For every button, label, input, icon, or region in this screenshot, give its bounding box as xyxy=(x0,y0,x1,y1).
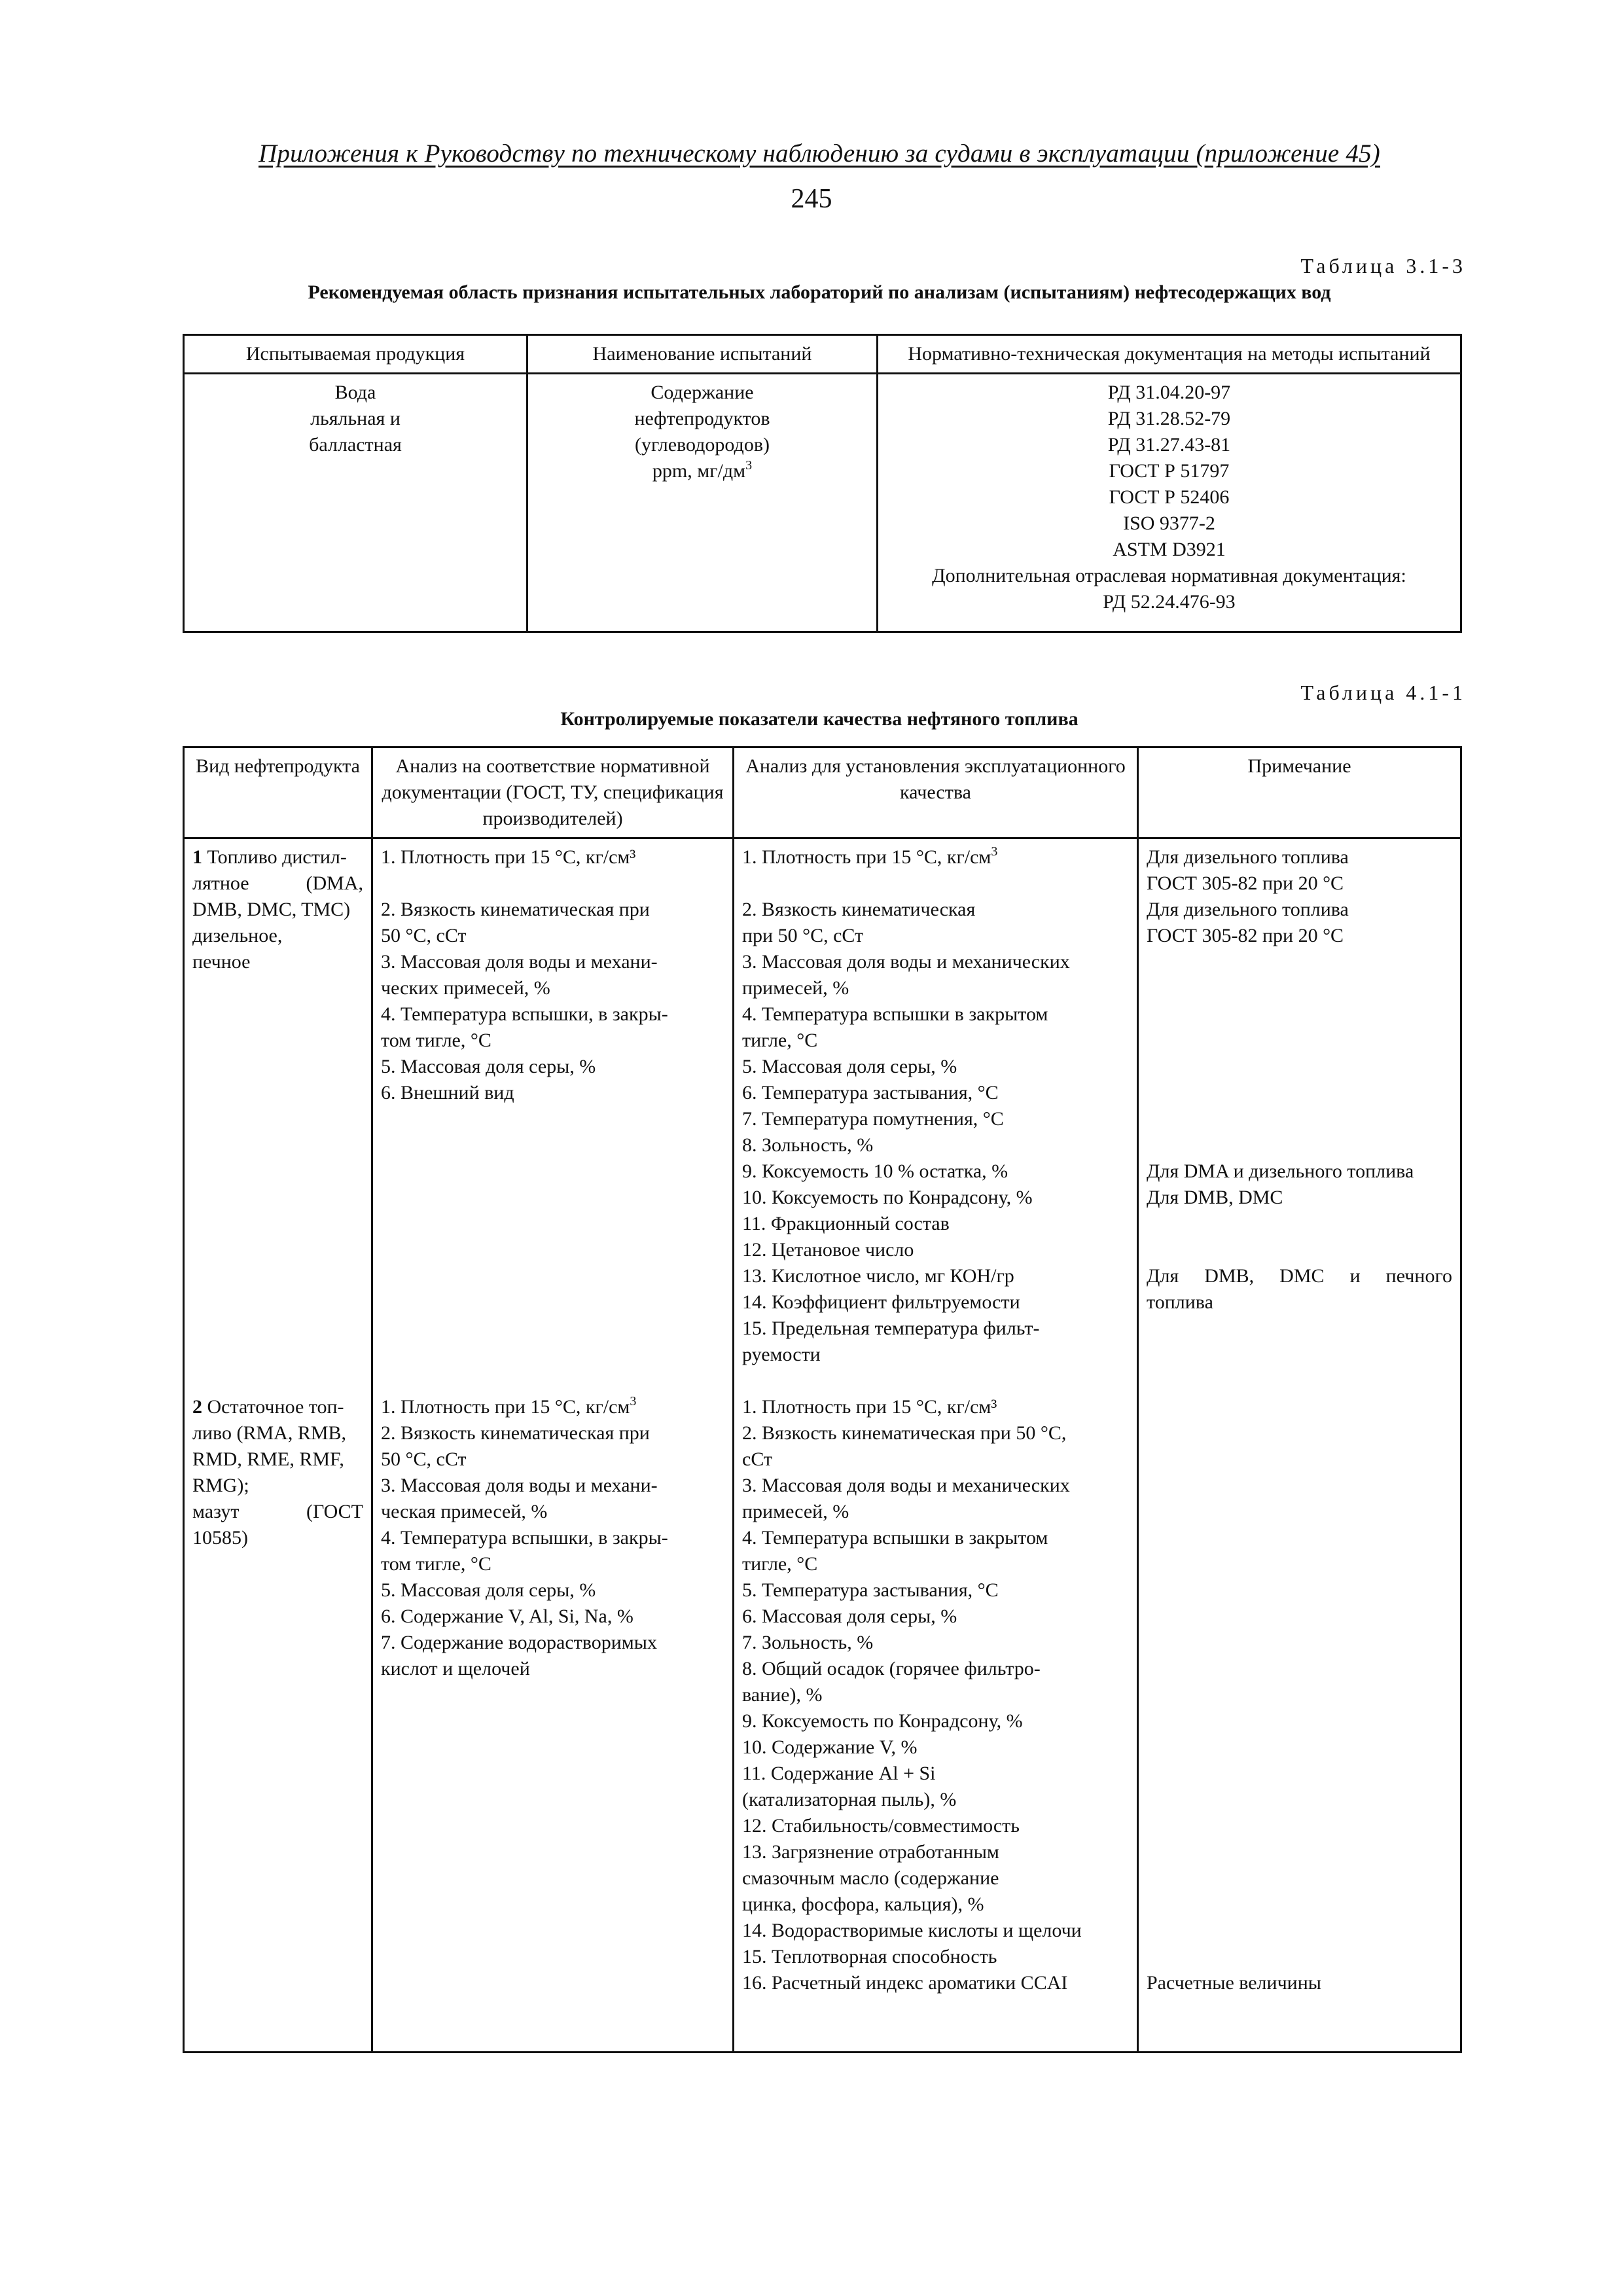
cell-line: РД 31.04.20-97 xyxy=(1107,382,1231,403)
cell-line: 1. Плотность при 15 °С, $кг/см^3$ xyxy=(381,1394,637,1418)
cell-line: РД 31.27.43-81 xyxy=(1107,434,1231,456)
cell-line: топлива xyxy=(1147,1291,1213,1313)
distillate-conformity xyxy=(381,844,724,1394)
cell-line: 14. Водорастворимые кислоты и щелочи xyxy=(742,1920,1082,1941)
table-4-caption: Контролируемые показатели качества нефтяного топлива xyxy=(560,708,1079,730)
residual-product xyxy=(192,1394,363,1551)
cell-line: 2. Вязкость кинематическая xyxy=(742,899,976,920)
cell-line: ГОСТ 305-82 при 20 °С xyxy=(1147,925,1344,946)
cell-line: 3. Массовая доля воды и механи- xyxy=(381,1475,658,1496)
cell-line: тигле, °С xyxy=(742,1030,818,1051)
cell-line: примесей, % xyxy=(742,977,849,999)
cell-line: 15. Теплотворная способность xyxy=(742,1946,997,1967)
cell-line: 5. Массовая доля серы, % xyxy=(381,1056,596,1077)
cell-line: 3. Массовая доля воды и механических xyxy=(742,1475,1070,1496)
header-cell: Примечание xyxy=(1138,747,1461,838)
cell-line: ISO 9377-2 xyxy=(1123,512,1215,534)
cell-line: 9. Коксуемость 10 % остатка, % xyxy=(742,1160,1008,1182)
cell-line: РД 31.28.52-79 xyxy=(1107,408,1231,429)
header-cell: Испытываемая продукция xyxy=(184,335,527,374)
cell-line: 1. Плотность при 15 °С, кг/см³ xyxy=(742,1396,997,1418)
conformity-cell xyxy=(372,838,734,2053)
page-number: 245 xyxy=(791,184,832,214)
cell-line: 10585) xyxy=(192,1527,248,1549)
cell-line: цинка, фосфора, кальция), % xyxy=(742,1893,984,1915)
table-header-row xyxy=(184,747,1461,838)
table-3-caption: Рекомендуемая область признания испытательных лабораторий по анализам (испытаниям) нефтесодержащих вод xyxy=(308,281,1331,303)
table-row xyxy=(184,838,1461,2053)
cell-line: ppm, $мг/дм^3$ xyxy=(652,458,753,482)
cell-line: ГОСТ 305-82 при 20 °С xyxy=(1147,872,1344,894)
cell-line: Для DMA и дизельного топлива xyxy=(1147,1160,1414,1182)
cell-line: (углеводородов) xyxy=(635,434,770,456)
cell-line: дизельное, xyxy=(192,925,283,946)
lab-recognition-table xyxy=(183,334,1462,633)
cell-line: 15. Предельная температура фильт- xyxy=(742,1318,1040,1339)
table-header-row xyxy=(184,335,1461,374)
cell-line: 12. Цетановое число xyxy=(742,1239,914,1261)
cell-line: лятное (DMA, xyxy=(192,872,363,894)
product-cell xyxy=(184,838,372,2053)
cell-line: 6. Внешний вид xyxy=(381,1082,514,1103)
cell-line: 3. Массовая доля воды и механи- xyxy=(381,951,658,973)
cell-line: 8. Зольность, % xyxy=(742,1134,874,1156)
cell-line: Для дизельного топлива xyxy=(1147,899,1349,920)
cell-line: балластная xyxy=(309,434,402,456)
cell-line: 8. Общий осадок (горячее фильтро- xyxy=(742,1658,1041,1679)
fuel-quality-table xyxy=(183,746,1462,2053)
cell-line: 6. Температура застывания, °С xyxy=(742,1082,999,1103)
cell-line: ГОСТ Р 52406 xyxy=(1109,486,1230,508)
cell-line: 1. Плотность при 15 °С, кг/см³ xyxy=(381,846,636,868)
cell-line: 7. Температура помутнения, °С xyxy=(742,1108,1004,1130)
cell-line: 7. Зольность, % xyxy=(742,1632,874,1653)
operational-cell xyxy=(734,838,1138,2053)
cell-line: Для DMB, DMC и печного xyxy=(1147,1265,1452,1287)
cell-line: 11. Содержание Al + Si xyxy=(742,1763,936,1784)
header-cell: Анализ для установления эксплуатационного качества xyxy=(734,747,1138,838)
docs-cell xyxy=(878,374,1461,632)
cell-line: Содержание xyxy=(651,382,754,403)
cell-line: 11. Фракционный состав xyxy=(742,1213,950,1234)
cell-line: ческих примесей, % xyxy=(381,977,550,999)
cell-line: мазут (ГОСТ xyxy=(192,1501,363,1522)
cell-line: 1 Топливо дистил- xyxy=(192,846,347,868)
cell-line: 2. Вязкость кинематическая при 50 °С, xyxy=(742,1422,1067,1444)
cell-line: 4. Температура вспышки в закрытом xyxy=(742,1527,1048,1549)
cell-line: 4. Температура вспышки, в закры- xyxy=(381,1003,668,1025)
residual-operational xyxy=(742,1394,1129,1996)
residual-conformity xyxy=(381,1394,724,1682)
cell-line: 10. Коксуемость по Конрадсону, % xyxy=(742,1187,1033,1208)
header-cell: Нормативно-техническая документация на методы испытаний xyxy=(878,335,1461,374)
cell-line: 4. Температура вспышки в закрытом xyxy=(742,1003,1048,1025)
cell-line: 16. Расчетный индекс ароматики CCAI xyxy=(742,1972,1068,1994)
table-4-label: Таблица 4.1-1 xyxy=(1300,681,1466,704)
cell-line: печное xyxy=(192,951,251,973)
cell-line: 6. Содержание V, Al, Si, Na, % xyxy=(381,1605,633,1627)
table-row xyxy=(184,374,1461,632)
cell-line: 7. Содержание водорастворимых xyxy=(381,1632,657,1653)
cell-line: 9. Коксуемость по Конрадсону, % xyxy=(742,1710,1023,1732)
distillate-operational xyxy=(742,844,1129,1394)
cell-line: ливо (RMA, RMB, xyxy=(192,1422,347,1444)
cell-line: 2. Вязкость кинематическая при xyxy=(381,1422,650,1444)
cell-line: Для дизельного топлива xyxy=(1147,846,1349,868)
cell-line: том тигле, °С xyxy=(381,1553,491,1575)
cell-line: примесей, % xyxy=(742,1501,849,1522)
cell-line: RMG); xyxy=(192,1475,249,1496)
test-cell xyxy=(527,374,878,632)
distillate-notes xyxy=(1147,844,1452,1394)
cell-line: 14. Коэффициент фильтруемости xyxy=(742,1291,1020,1313)
cell-line: DMB, DMC, TMC) xyxy=(192,899,351,920)
cell-line: ASTM D3921 xyxy=(1113,539,1226,560)
running-header: Приложения к Руководству по техническому наблюдению за судами в эксплуатации (приложение 45) xyxy=(259,139,1380,168)
cell-line: тигле, °С xyxy=(742,1553,818,1575)
cell-line: 50 °С, сСт xyxy=(381,925,467,946)
cell-line: 10. Содержание V, % xyxy=(742,1736,918,1758)
distillate-product xyxy=(192,844,363,975)
cell-line: ческая примесей, % xyxy=(381,1501,548,1522)
cell-line: 5. Температура застывания, °С xyxy=(742,1579,999,1601)
cell-line: льяльная и xyxy=(310,408,401,429)
cell-line: 5. Массовая доля серы, % xyxy=(381,1579,596,1601)
notes-cell xyxy=(1138,838,1461,2053)
cell-line: (катализаторная пыль), % xyxy=(742,1789,957,1810)
cell-line: 6. Массовая доля серы, % xyxy=(742,1605,957,1627)
cell-line: 3. Массовая доля воды и механических xyxy=(742,951,1070,973)
cell-line: 2. Вязкость кинематическая при xyxy=(381,899,650,920)
cell-line: Расчетные величины xyxy=(1147,1972,1321,1994)
cell-line: 50 °С, сСт xyxy=(381,1448,467,1470)
cell-line: нефтепродуктов xyxy=(634,408,770,429)
cell-line: ГОСТ Р 51797 xyxy=(1109,460,1230,482)
cell-line: RMD, RME, RMF, xyxy=(192,1448,344,1470)
cell-line: смазочным масло (содержание xyxy=(742,1867,999,1889)
cell-line: РД 52.24.476-93 xyxy=(1103,591,1236,613)
cell-line: кислот и щелочей xyxy=(381,1658,530,1679)
header-cell: Наименование испытаний xyxy=(527,335,878,374)
cell-line: 4. Температура вспышки, в закры- xyxy=(381,1527,668,1549)
cell-line: 5. Массовая доля серы, % xyxy=(742,1056,957,1077)
cell-line: 13. Кислотное число, мг КОН/гр xyxy=(742,1265,1014,1287)
header-cell: Вид нефтепродукта xyxy=(184,747,372,838)
product-cell xyxy=(184,374,527,632)
cell-line: сСт xyxy=(742,1448,773,1470)
cell-line: при 50 °С, сСт xyxy=(742,925,864,946)
header-cell: Анализ на соответствие нормативной документации (ГОСТ, ТУ, спецификация производителей) xyxy=(372,747,734,838)
cell-line: вание), % xyxy=(742,1684,823,1706)
cell-line: Вода xyxy=(334,382,376,403)
table-3-label: Таблица 3.1-3 xyxy=(1300,254,1466,278)
cell-line: Дополнительная отраслевая нормативная документация: xyxy=(932,565,1406,586)
cell-line: том тигле, °С xyxy=(381,1030,491,1051)
cell-line: 1. Плотность при 15 °С, $кг/см^3$ xyxy=(742,844,998,868)
cell-line: руемости xyxy=(742,1344,821,1365)
cell-line: 12. Стабильность/совместимость xyxy=(742,1815,1020,1837)
cell-line: 13. Загрязнение отработанным xyxy=(742,1841,999,1863)
cell-line: Для DMB, DMC xyxy=(1147,1187,1283,1208)
cell-line: 2 Остаточное топ- xyxy=(192,1396,344,1418)
residual-notes xyxy=(1147,1394,1452,1996)
